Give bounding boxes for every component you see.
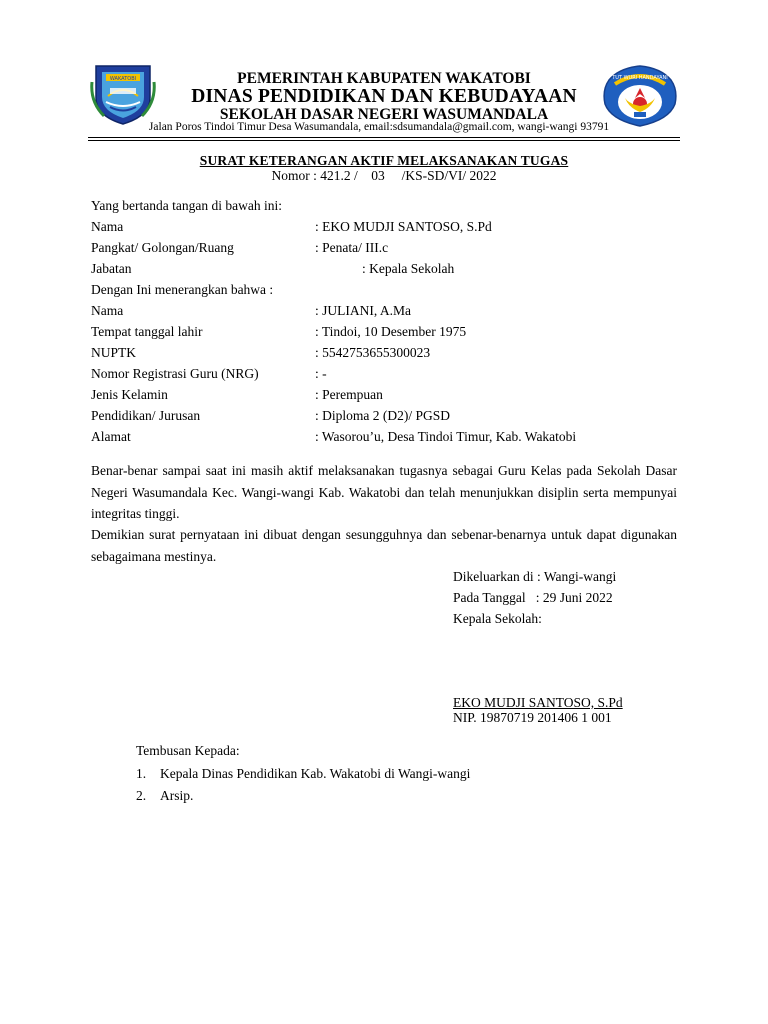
document-title: SURAT KETERANGAN AKTIF MELAKSANAKAN TUGAS [199,153,569,168]
subject-field-label: Jenis Kelamin [91,387,168,402]
issued-date: Pada Tanggal : 29 Juni 2022 [453,590,613,605]
document-number: Nomor : 421.2 / 03 /KS-SD/VI/ 2022 [271,168,497,183]
subject-field-label: Nomor Registrasi Guru (NRG) [91,366,259,381]
signer-nip: NIP. 19870719 201406 1 001 [453,710,612,725]
subject-field-label: Nama [91,303,124,318]
cc-heading: Tembusan Kepada: [136,743,240,758]
subject-field-value: : Tindoi, 10 Desember 1975 [315,324,467,339]
subject-field-label: Tempat tanggal lahir [91,324,203,339]
letterhead-government: PEMERINTAH KABUPATEN WAKATOBI [237,70,531,87]
signer-rank-label: Pangkat/ Golongan/Ruang [91,240,234,255]
signer-name-label: Nama [91,219,124,234]
subject-field-value: : Wasorou’u, Desa Tindoi Timur, Kab. Wakatobi [315,429,577,444]
subject-field-value: : JULIANI, A.Ma [315,303,411,318]
letterhead-department: DINAS PENDIDIKAN DAN KEBUDAYAAN [191,86,577,107]
cc-item-number: 2. [136,788,147,803]
cc-item-number: 1. [136,766,147,781]
letterhead-address: Jalan Poros Tindoi Timur Desa Wasumandala, email:sdsumandala@gmail.com, wangi-wangi 93791 [148,121,610,133]
subject-field-label: Pendidikan/ Jurusan [91,408,201,423]
issued-place: Dikeluarkan di : Wangi-wangi [453,569,617,584]
svg-text:WAKATOBI: WAKATOBI [109,76,137,82]
letterhead-school: SEKOLAH DASAR NEGERI WASUMANDALA [219,106,549,123]
header-divider [88,137,680,138]
subject-field-value: : Diploma 2 (D2)/ PGSD [315,408,450,423]
signer-title: Kepala Sekolah: [453,611,542,626]
subject-field-label: Alamat [91,429,131,444]
subject-field-value: : 5542753655300023 [315,345,431,360]
body-paragraph-closing: Demikian surat pernyataan ini dibuat dengan sesungguhnya dan sebenar-benarnya untuk dapat digunakan sebagaimana mestinya. [91,527,677,564]
intro-text: Yang bertanda tangan di bawah ini: [91,198,282,213]
subject-field-value: : - [315,366,327,381]
signer-name-value: : EKO MUDJI SANTOSO, S.Pd [315,219,492,234]
svg-text:TUT WURI HANDAYANI: TUT WURI HANDAYANI [612,75,668,81]
subject-field-value: : Perempuan [315,387,383,402]
subject-field-label: NUPTK [91,345,137,360]
body-paragraph-statement: Benar-benar sampai saat ini masih aktif melaksanakan tugasnya sebagai Guru Kelas pada Sekolah Dasar Negeri Wasumandala Kec. Wangi-wangi Kab. Wakatobi dan telah menunjukkan disiplin serta mempunyai integritas tinggi. [91,463,677,521]
signer-position-value: : Kepala Sekolah [362,261,455,276]
signer-name: EKO MUDJI SANTOSO, S.Pd [453,695,623,710]
header-divider-secondary [88,140,680,141]
intro-subject-text: Dengan Ini menerangkan bahwa : [91,282,274,297]
cc-item: Arsip. [160,788,194,803]
cc-item: Kepala Dinas Pendidikan Kab. Wakatobi di Wangi-wangi [160,766,471,781]
signer-position-label: Jabatan [91,261,132,276]
signer-rank-value: : Penata/ III.c [315,240,389,255]
